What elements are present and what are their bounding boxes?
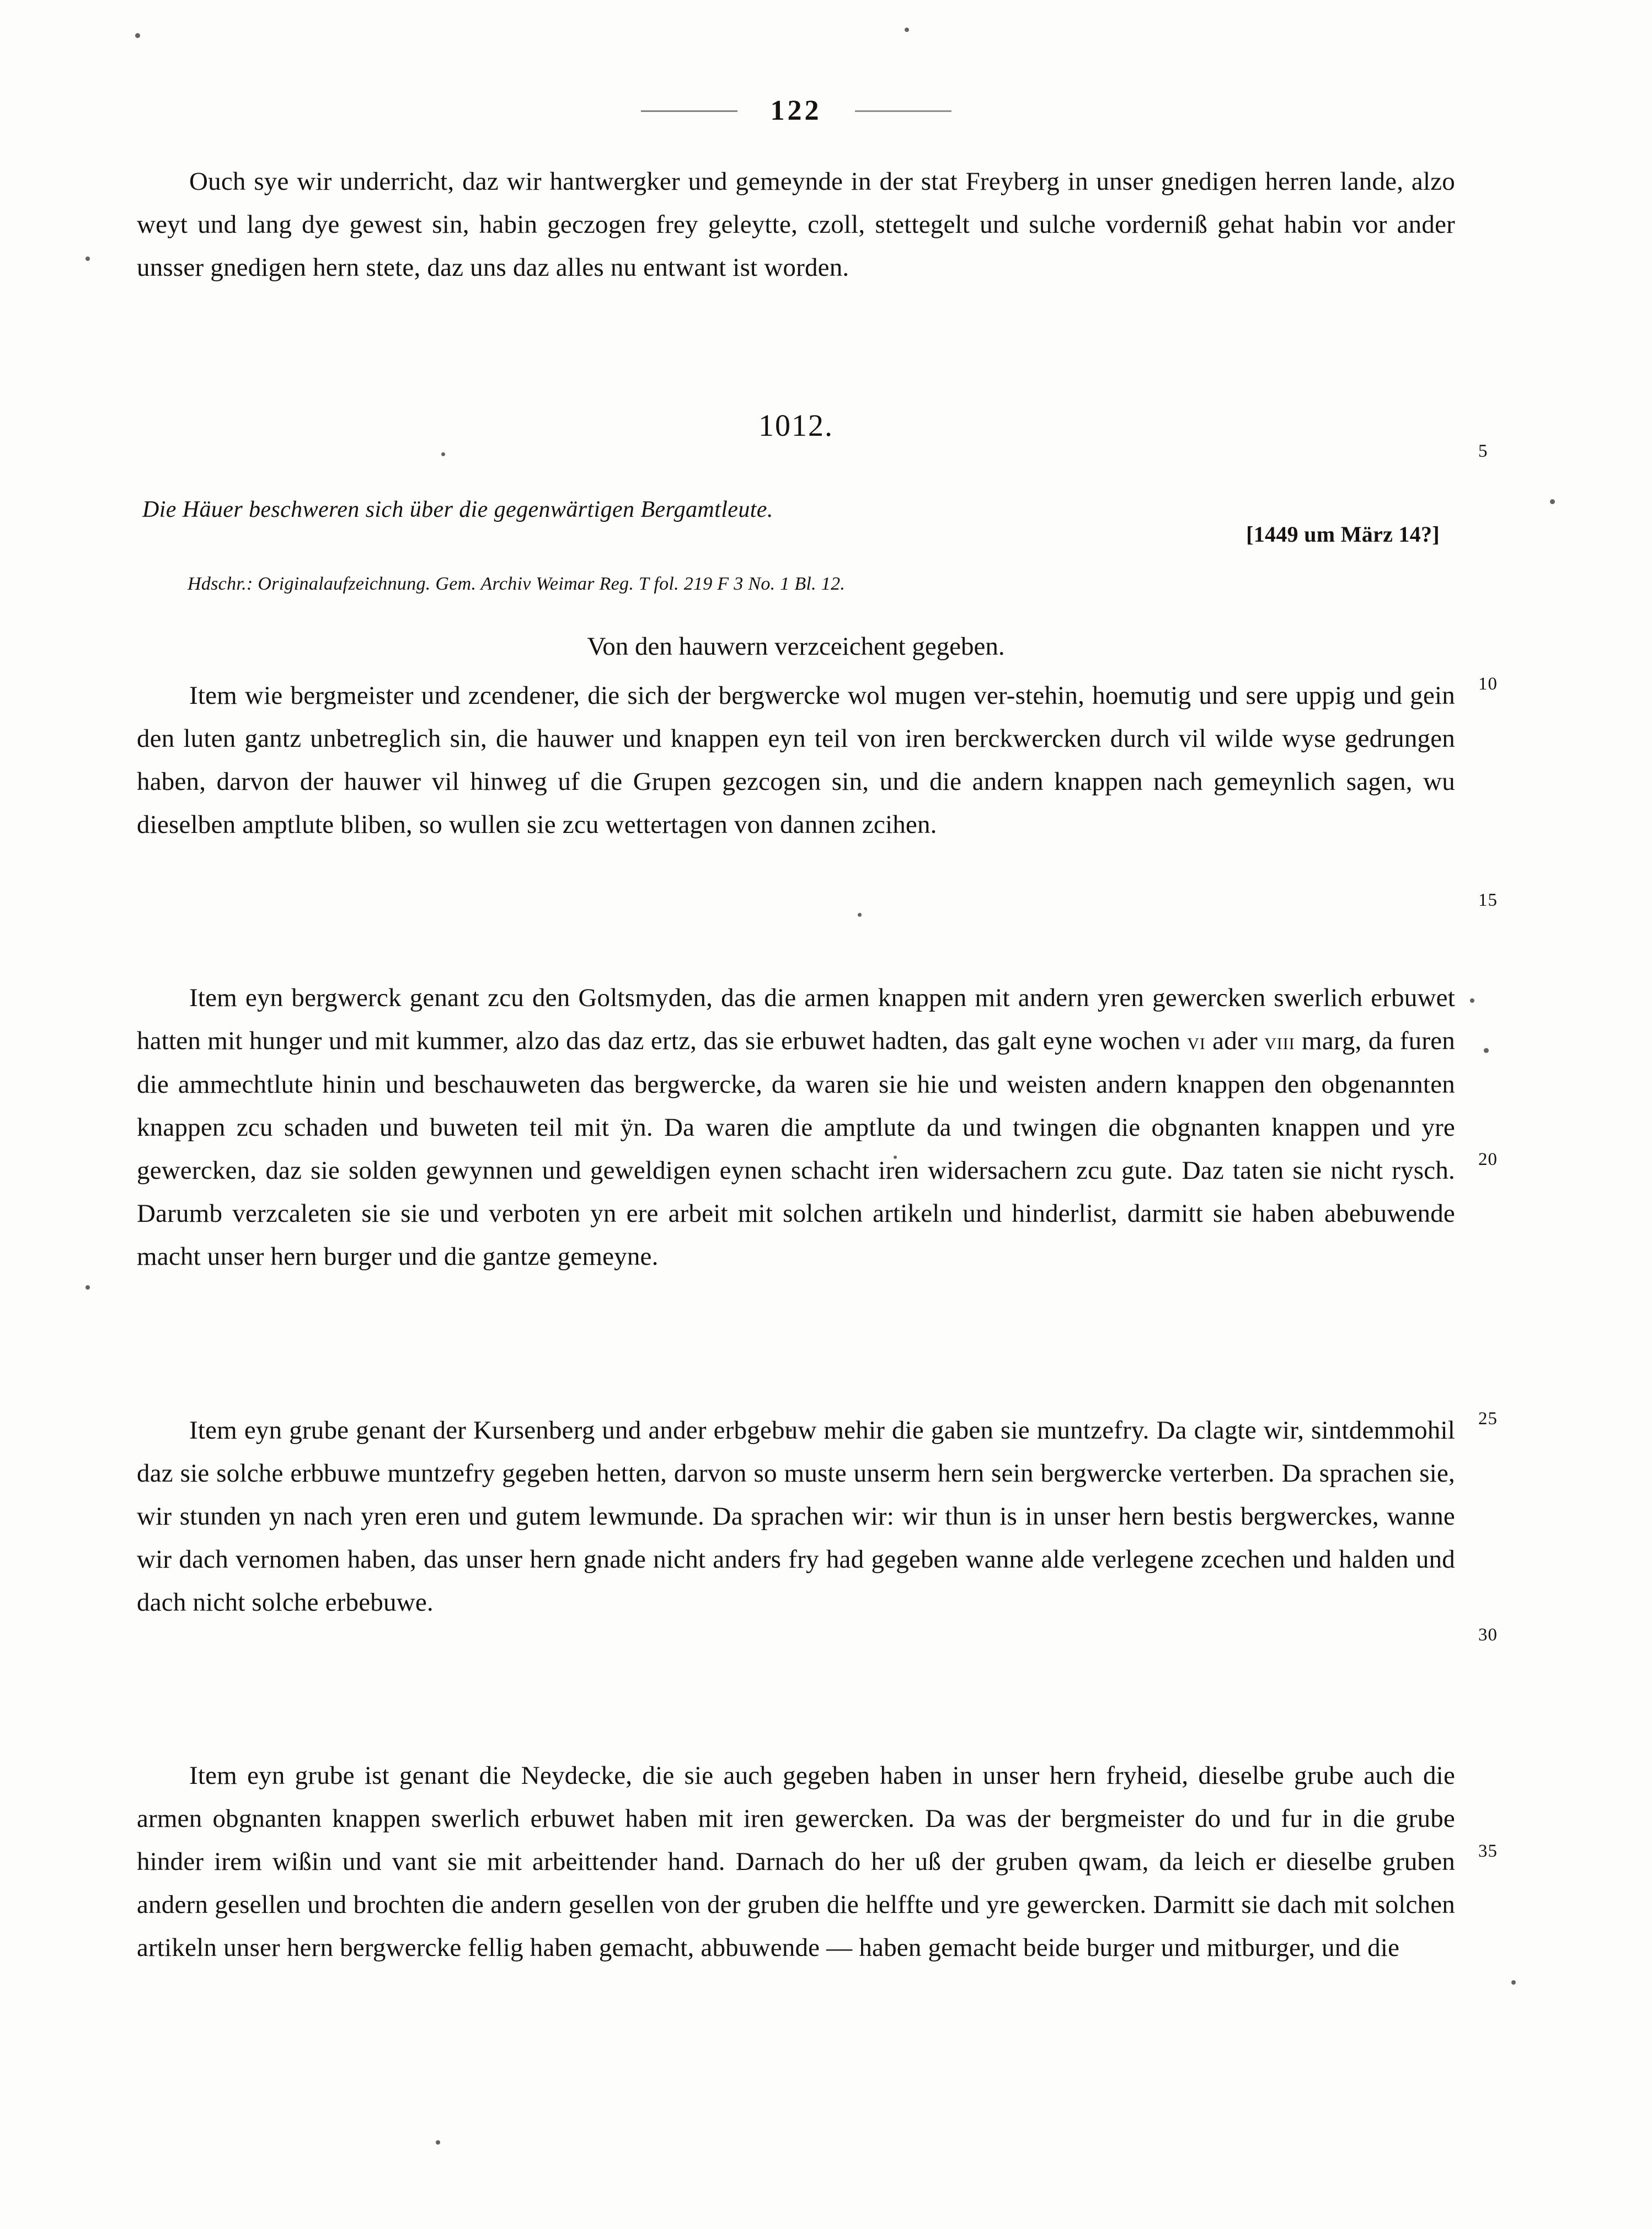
head-rule-right-icon <box>855 110 951 112</box>
line-number-20: 20 <box>1478 1150 1498 1169</box>
document-source: Hdschr.: Originalaufzeichnung. Gem. Archiv Weimar Reg. T fol. 219 F 3 No. 1 Bl. 12. <box>188 574 846 594</box>
scan-speck <box>1511 1980 1516 1985</box>
body-paragraph-item-2 <box>137 976 1455 1278</box>
line-number-35: 35 <box>1478 1841 1498 1861</box>
page-content <box>137 0 1455 2229</box>
roman-numeral: viii <box>1264 1028 1295 1055</box>
scan-speck <box>1484 1048 1489 1053</box>
scan-speck <box>1470 998 1474 1003</box>
page-number: 122 <box>770 95 822 126</box>
scan-speck <box>85 1285 90 1290</box>
line-number-25: 25 <box>1478 1409 1498 1429</box>
body-paragraph-text: Item eyn grube genant der Kursenberg und ander erbgebuw mehir die gaben sie muntzefry. Da clagte wir, sintdemmohil daz sie solche erbbuwe muntzefry gegeben hetten, darvon so muste unserm hern sein bergwercke verterben. Da sprachen sie, wir stunden yn nach yren eren und gutem lewmunde. Da sprachen wir: wir thun is in unser hern bestis bergwerckes, wanne wir dach vernomen haben, das unser hern gnade nicht anders fry had gegeben wanne alde verlegene zcechen und halden und dach nicht solche erbebuwe. <box>137 1416 1455 1617</box>
body-paragraph-item-3 <box>137 1409 1455 1624</box>
line-number-15: 15 <box>1478 890 1498 910</box>
body-paragraph-text: Item eyn grube ist genant die Neydecke, die sie auch gegeben haben in unser hern fryheid, dieselbe grube auch die armen obgnanten knappen swerlich erbuwet haben mit iren gewercken. Da was der bergmeister do und fur in die grube hinder irem wißin und vant sie mit arbeittender hand. Darnach do her uß der gruben qwam, da leich er dieselbe gruben andern gesellen und brochten die andern gesellen von der gruben die helffte und yre gewercken. Darmitt sie dach mit solchen artikeln unser hern bergwercke fellig haben gemacht, abbuwende — haben gemacht beide burger und mitburger, und die <box>137 1761 1455 1962</box>
body-paragraph-item-4 <box>137 1754 1455 1969</box>
body-paragraph-text: Item eyn bergwerck genant zcu den Goltsmyden, das die armen knappen mit andern yren gewercken swerlich erbuwet hatten mit hunger und mit kummer, alzo das daz ertz, das sie erbuwet hadten, das galt eyne wochen vi ader viii marg, da furen die ammechtlute hinin und beschauweten das bergwercke, da waren sie hie und weisten andern knappen den obgenannten knappen zcu schaden und buweten teil mit ÿn. Da waren die amptlute da und twingen die obgnanten knappen und yre gewercken, daz sie solden gewynnen und geweldigen eynen schacht iren widersachern zcu gute. Daz taten sie nicht rysch. Darumb verzcaleten sie sie und verboten yn ere arbeit mit solchen artikeln und hinderlist, darmitt sie haben abebuwende macht unser hern burger und die gantze gemeyne. <box>137 983 1455 1271</box>
roman-numeral: vi <box>1187 1028 1206 1055</box>
body-paragraph-item-1 <box>137 674 1455 846</box>
head-rule-left-icon <box>641 110 737 112</box>
line-number-30: 30 <box>1478 1625 1498 1645</box>
scan-speck <box>1550 499 1555 504</box>
opening-passage-text: Ouch sye wir underricht, daz wir hantwergker und gemeynde in der stat Freyberg in unser gnedigen herren lande, alzo weyt und lang dye gewest sin, habin geczogen frey geleytte, czoll, stettegelt und sulche vorderniß gehat habin vor ander unsser gnedigen hern stete, daz uns daz alles nu entwant ist worden. <box>137 167 1455 282</box>
document-number: 1012. <box>758 409 833 443</box>
line-number-10: 10 <box>1478 674 1498 694</box>
document-subheading: Von den hauwern verzceichent gegeben. <box>587 632 1005 661</box>
document-regest: Die Häuer beschweren sich über die gegenwärtigen Bergamtleute. <box>142 497 773 522</box>
running-head <box>137 97 1455 125</box>
line-number-5: 5 <box>1478 441 1488 461</box>
document-date: [1449 um März 14?] <box>1246 522 1440 547</box>
opening-passage <box>137 160 1455 289</box>
scan-speck <box>85 256 90 261</box>
body-paragraph-text: Item wie bergmeister und zcendener, die sich der bergwercke wol mugen ver-stehin, hoemutig und sere uppig und gein den luten gantz unbetreglich sin, die hauwer und knappen eyn teil von iren berckwercken durch vil wilde wyse gedrungen haben, darvon der hauwer vil hinweg uf die Grupen gezcogen sin, und die andern knappen nach gemeynlich sagen, wu dieselben amptlute bliben, so wullen sie zcu wettertagen von dannen zcihen. <box>137 681 1455 839</box>
